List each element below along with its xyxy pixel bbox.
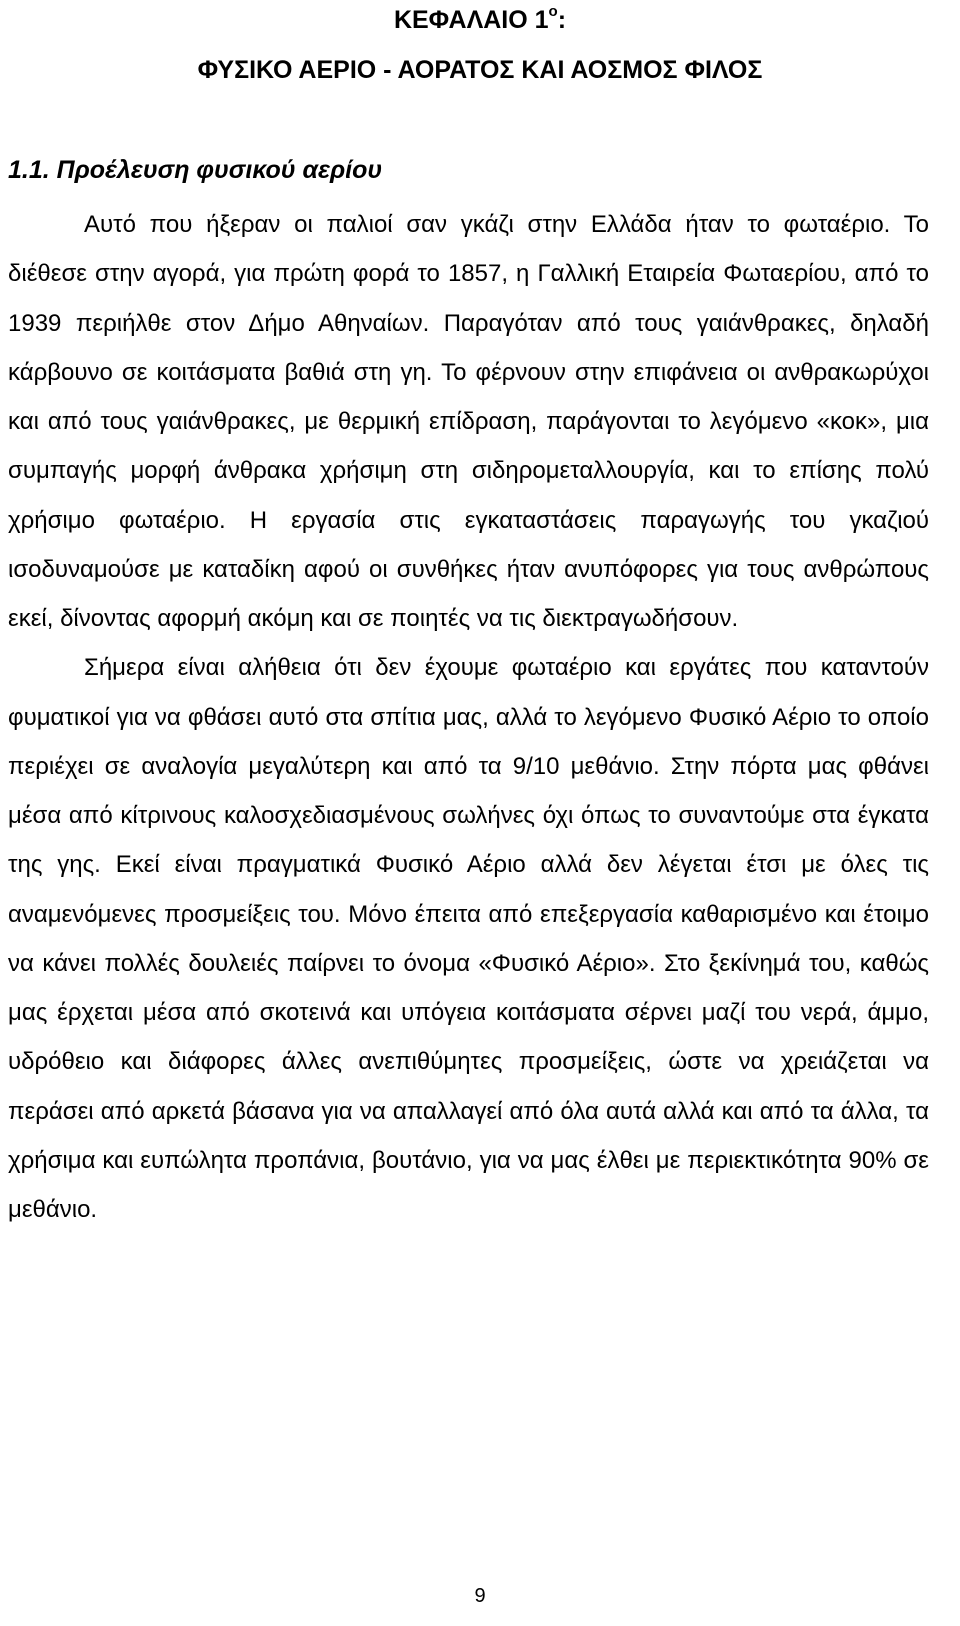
section-title: 1.1. Προέλευση φυσικού αερίου	[8, 156, 383, 184]
chapter-colon: :	[557, 6, 567, 34]
chapter-label: ΚΕΦΑΛΑΙΟ 1	[393, 6, 549, 34]
page-number: 9	[474, 1585, 486, 1607]
chapter-ordinal-suffix: ο	[548, 2, 558, 20]
chapter-title: ΦΥΣΙΚΟ ΑΕΡΙΟ - ΑΟΡΑΤΟΣ ΚΑΙ ΑΟΣΜΟΣ ΦΙΛΟΣ	[197, 56, 763, 84]
paragraph: Σήμερα είναι αλήθεια ότι δεν έχουμε φωταέριο και εργάτες που καταντούν φυματικοί για να φθάσει αυτό στα σπίτια μας, αλλά το λεγόμενο Φυσικό Αέριο το οποίο περιέχει σε αναλογία μεγαλύτερη και από τα 9/10 μεθάνιο. Στην πόρτα μας φθάνει μέσα από κίτρινους καλοσχεδιασμένους σωλήνες όχι όπως το συναντούμε στα έγκατα της γης. Εκεί είναι πραγματικά Φυσικό Αέριο αλλά δεν λέγεται έτσι με όλες τις αναμενόμενες προσμείξεις του. Μόνο έπειτα από επεξεργασία καθαρισμένο και έτοιμο να κάνει πολλές δουλειές παίρνει το όνομα «Φυσικό Αέριο». Στο ξεκίνημά του, καθώς μας έρχεται μέσα από σκοτεινά και υπόγεια κοιτάσματα σέρνει μαζί του νερά, άμμο, υδρόθειο και διάφορες άλλες ανεπιθύμητες προσμείξεις, ώστε να χρειάζεται να περάσει από αρκετά βάσανα για να απαλλαγεί από όλα αυτά αλλά και από τα άλλα, τα χρήσιμα και ευπώλητα προπάνια, βουτάνιο, για να μας έλθει με περιεκτικότητα 90% σε μεθάνιο.	[8, 654, 929, 1223]
paragraph: Αυτό που ήξεραν οι παλιοί σαν γκάζι στην Ελλάδα ήταν το φωταέριο. Το διέθεσε στην αγορά, για πρώτη φορά το 1857, η Γαλλική Εταιρεία Φωταερίου, από το 1939 περιήλθε στον Δήμο Αθηναίων. Παραγόταν από τους γαιάνθρακες, δηλαδή κάρβουνο σε κοιτάσματα βαθιά στη γη. Το φέρνουν στην επιφάνεια οι ανθρακωρύχοι και από τους γαιάνθρακες, με θερμική επίδραση, παράγονται το λεγόμενο «κοκ», μια συμπαγής μορφή άνθρακα χρήσιμη στη σιδηρομεταλλουργία, και το επίσης πολύ χρήσιμο φωταέριο. Η εργασία στις εγκαταστάσεις παραγωγής του γκαζιού ισοδυναμούσε με καταδίκη αφού οι συνθήκες ήταν ανυπόφορες για τους ανθρώπους εκεί, δίνοντας αφορμή ακόμη και σε ποιητές να τις διεκτραγωδήσουν.	[8, 211, 929, 632]
chapter-heading	[0, 2, 960, 38]
body-text	[8, 200, 929, 1234]
